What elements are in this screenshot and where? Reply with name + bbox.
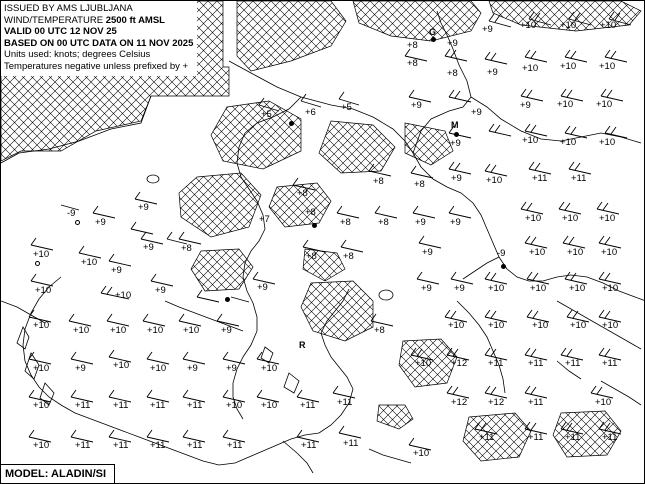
temperature-label: +9 xyxy=(143,242,154,253)
temperature-label: +10 xyxy=(529,247,546,258)
temperature-label: +11 xyxy=(187,400,203,411)
station-marker xyxy=(454,132,459,137)
temperature-label: +10 xyxy=(33,320,50,331)
temperature-label: +9 xyxy=(95,217,106,228)
temperature-label: +10 xyxy=(567,247,584,258)
temperature-label: +10 xyxy=(599,137,616,148)
temperature-label: +10 xyxy=(602,320,619,331)
temperature-label: +9 xyxy=(226,363,237,374)
temperature-label: +11 xyxy=(75,440,91,451)
temperature-label: +11 xyxy=(300,400,316,411)
temperature-label: +8 xyxy=(305,207,316,218)
temperature-label: +12 xyxy=(488,397,505,408)
temperature-label: +9 xyxy=(221,325,232,336)
temperature-label: +9 xyxy=(422,247,433,258)
temperature-label: +10 xyxy=(81,257,98,268)
temperature-label: +10 xyxy=(115,290,132,301)
station-marker xyxy=(312,223,317,228)
temperature-label: -9 xyxy=(497,248,506,259)
temperature-label: +10 xyxy=(602,283,619,294)
header-based-on: BASED ON 00 UTC DATA ON 11 NOV 2025 xyxy=(4,37,194,49)
temperature-label: +9 xyxy=(257,282,268,293)
temperature-label: +11 xyxy=(75,400,91,411)
temperature-label: +11 xyxy=(113,440,129,451)
temperature-label: +11 xyxy=(532,173,548,184)
temperature-label: +10 xyxy=(557,99,574,110)
station-marker xyxy=(225,297,230,302)
header-issued-by: ISSUED BY AMS LJUBLJANA xyxy=(4,3,133,14)
temperature-label: +10 xyxy=(570,320,587,331)
temperature-label: +10 xyxy=(520,20,537,31)
temperature-label: +9 xyxy=(454,283,465,294)
temperature-label: +8 xyxy=(447,68,458,79)
header-parameter-prefix: WIND/TEMPERATURE xyxy=(4,14,106,26)
temperature-label: +8 xyxy=(414,179,425,190)
temperature-label: +8 xyxy=(407,58,418,69)
temperature-label: +11 xyxy=(337,397,353,408)
temperature-label: +8 xyxy=(181,243,192,254)
city-label-g: G xyxy=(429,27,437,37)
temperature-label: +11 xyxy=(187,440,203,451)
temperature-label: +11 xyxy=(227,440,243,451)
temperature-label: +11 xyxy=(565,432,581,443)
temperature-label: +10 xyxy=(33,249,50,260)
temperature-label: +5 xyxy=(341,102,352,113)
station-marker xyxy=(501,264,506,269)
temperature-label: +10 xyxy=(113,360,130,371)
temperature-label: +10 xyxy=(413,448,430,459)
temperature-label: +11 xyxy=(528,397,544,408)
temperature-label: +10 xyxy=(110,325,127,336)
temperature-label: +8 xyxy=(374,325,385,336)
temperature-label: +10 xyxy=(448,320,465,331)
station-marker xyxy=(431,37,436,42)
temperature-label: +9 xyxy=(520,100,531,111)
temperature-label: +8 xyxy=(306,251,317,262)
temperature-label: +10 xyxy=(560,20,577,31)
temperature-label: +12 xyxy=(451,397,468,408)
temperature-label: +10 xyxy=(532,320,549,331)
temperature-label: +9 xyxy=(451,173,462,184)
model-footer xyxy=(1,464,115,483)
header-valid-time: VALID 00 UTC 12 NOV 25 xyxy=(4,26,117,38)
temperature-label: +10 xyxy=(599,61,616,72)
temperature-label: +10 xyxy=(601,247,618,258)
temperature-label: +10 xyxy=(261,400,278,411)
temperature-label: +11 xyxy=(602,432,618,443)
temperature-label: +10 xyxy=(560,137,577,148)
temperature-label: +9 xyxy=(487,67,498,78)
temperature-label: +8 xyxy=(343,251,354,262)
temperature-label: +9 xyxy=(471,107,482,118)
temperature-label: +10 xyxy=(150,363,167,374)
temperature-label: +11 xyxy=(488,358,504,369)
temperature-label: +9 xyxy=(138,202,149,213)
temperature-label: +11 xyxy=(150,400,166,411)
temperature-label: +9 xyxy=(421,283,432,294)
temperature-label: +9 xyxy=(411,100,422,111)
station-marker-open xyxy=(75,220,80,225)
temperature-label: +8 xyxy=(297,188,308,199)
temperature-label: +11 xyxy=(343,438,359,449)
temperature-label: +10 xyxy=(530,283,547,294)
header-units: Units used: knots; degrees Celsius xyxy=(4,49,151,61)
temperature-label: +10 xyxy=(415,358,432,369)
temperature-label: +10 xyxy=(226,400,243,411)
header-parameter-line xyxy=(4,15,193,27)
temperature-label: +10 xyxy=(488,283,505,294)
temperature-label: +8 xyxy=(340,217,351,228)
header-temperature-note: Temperatures negative unless prefixed by + xyxy=(4,60,189,72)
temperature-label: +11 xyxy=(301,440,317,451)
temperature-label: +10 xyxy=(562,213,579,224)
temperature-label: +9 xyxy=(415,217,426,228)
temperature-label: +10 xyxy=(488,320,505,331)
temperature-label: +9 xyxy=(111,265,122,276)
station-marker xyxy=(289,121,294,126)
temperature-label: +7 xyxy=(259,214,270,225)
temperature-label: +10 xyxy=(522,63,539,74)
temperature-label: +11 xyxy=(565,358,581,369)
temperature-label: +10 xyxy=(183,325,200,336)
temperature-label: +12 xyxy=(451,358,468,369)
temperature-label: +9 xyxy=(75,363,86,374)
city-label-m: M xyxy=(451,120,459,130)
temperature-label: +10 xyxy=(261,363,278,374)
temperature-label: +10 xyxy=(596,99,613,110)
chart-header xyxy=(1,1,197,76)
temperature-label: +9 xyxy=(155,285,166,296)
temperature-label: +10 xyxy=(522,135,539,146)
temperature-label: +10 xyxy=(599,213,616,224)
temperature-label: +10 xyxy=(35,285,52,296)
temperature-label: +8 xyxy=(378,217,389,228)
city-label-r: R xyxy=(299,340,306,350)
temperature-label: +11 xyxy=(150,440,166,451)
temperature-label: +11 xyxy=(528,358,544,369)
temperature-label: +10 xyxy=(33,440,50,451)
temperature-label: +10 xyxy=(569,283,586,294)
temperature-label: +10 xyxy=(33,363,50,374)
temperature-label: +9 xyxy=(187,363,198,374)
temperature-label: +10 xyxy=(600,20,617,31)
temperature-label: +11 xyxy=(113,400,129,411)
temperature-label: +6 xyxy=(305,107,316,118)
temperature-label: -9 xyxy=(67,208,76,219)
temperature-label: +10 xyxy=(595,397,612,408)
temperature-label: +8 xyxy=(407,40,418,51)
station-marker-open xyxy=(35,261,40,266)
temperature-label: +10 xyxy=(33,400,50,411)
temperature-label: +10 xyxy=(147,325,164,336)
model-label: MODEL: ALADIN/SI xyxy=(5,468,107,480)
temperature-label: +9 xyxy=(447,38,458,49)
temperature-label: +8 xyxy=(373,176,384,187)
temperature-label: +9 xyxy=(482,24,493,35)
temperature-label: +11 xyxy=(528,432,544,443)
temperature-label: +10 xyxy=(486,175,503,186)
header-parameter-level: 2500 ft AMSL xyxy=(105,14,165,26)
temperature-label: +11 xyxy=(602,358,618,369)
temperature-label: +11 xyxy=(479,432,495,443)
temperature-label: +9 xyxy=(450,217,461,228)
temperature-label: +5 xyxy=(261,109,272,120)
temperature-label: +10 xyxy=(560,61,577,72)
temperature-label: +10 xyxy=(525,213,542,224)
temperature-label: +10 xyxy=(73,325,90,336)
temperature-label: +9 xyxy=(450,138,461,149)
temperature-label: +11 xyxy=(571,173,587,184)
